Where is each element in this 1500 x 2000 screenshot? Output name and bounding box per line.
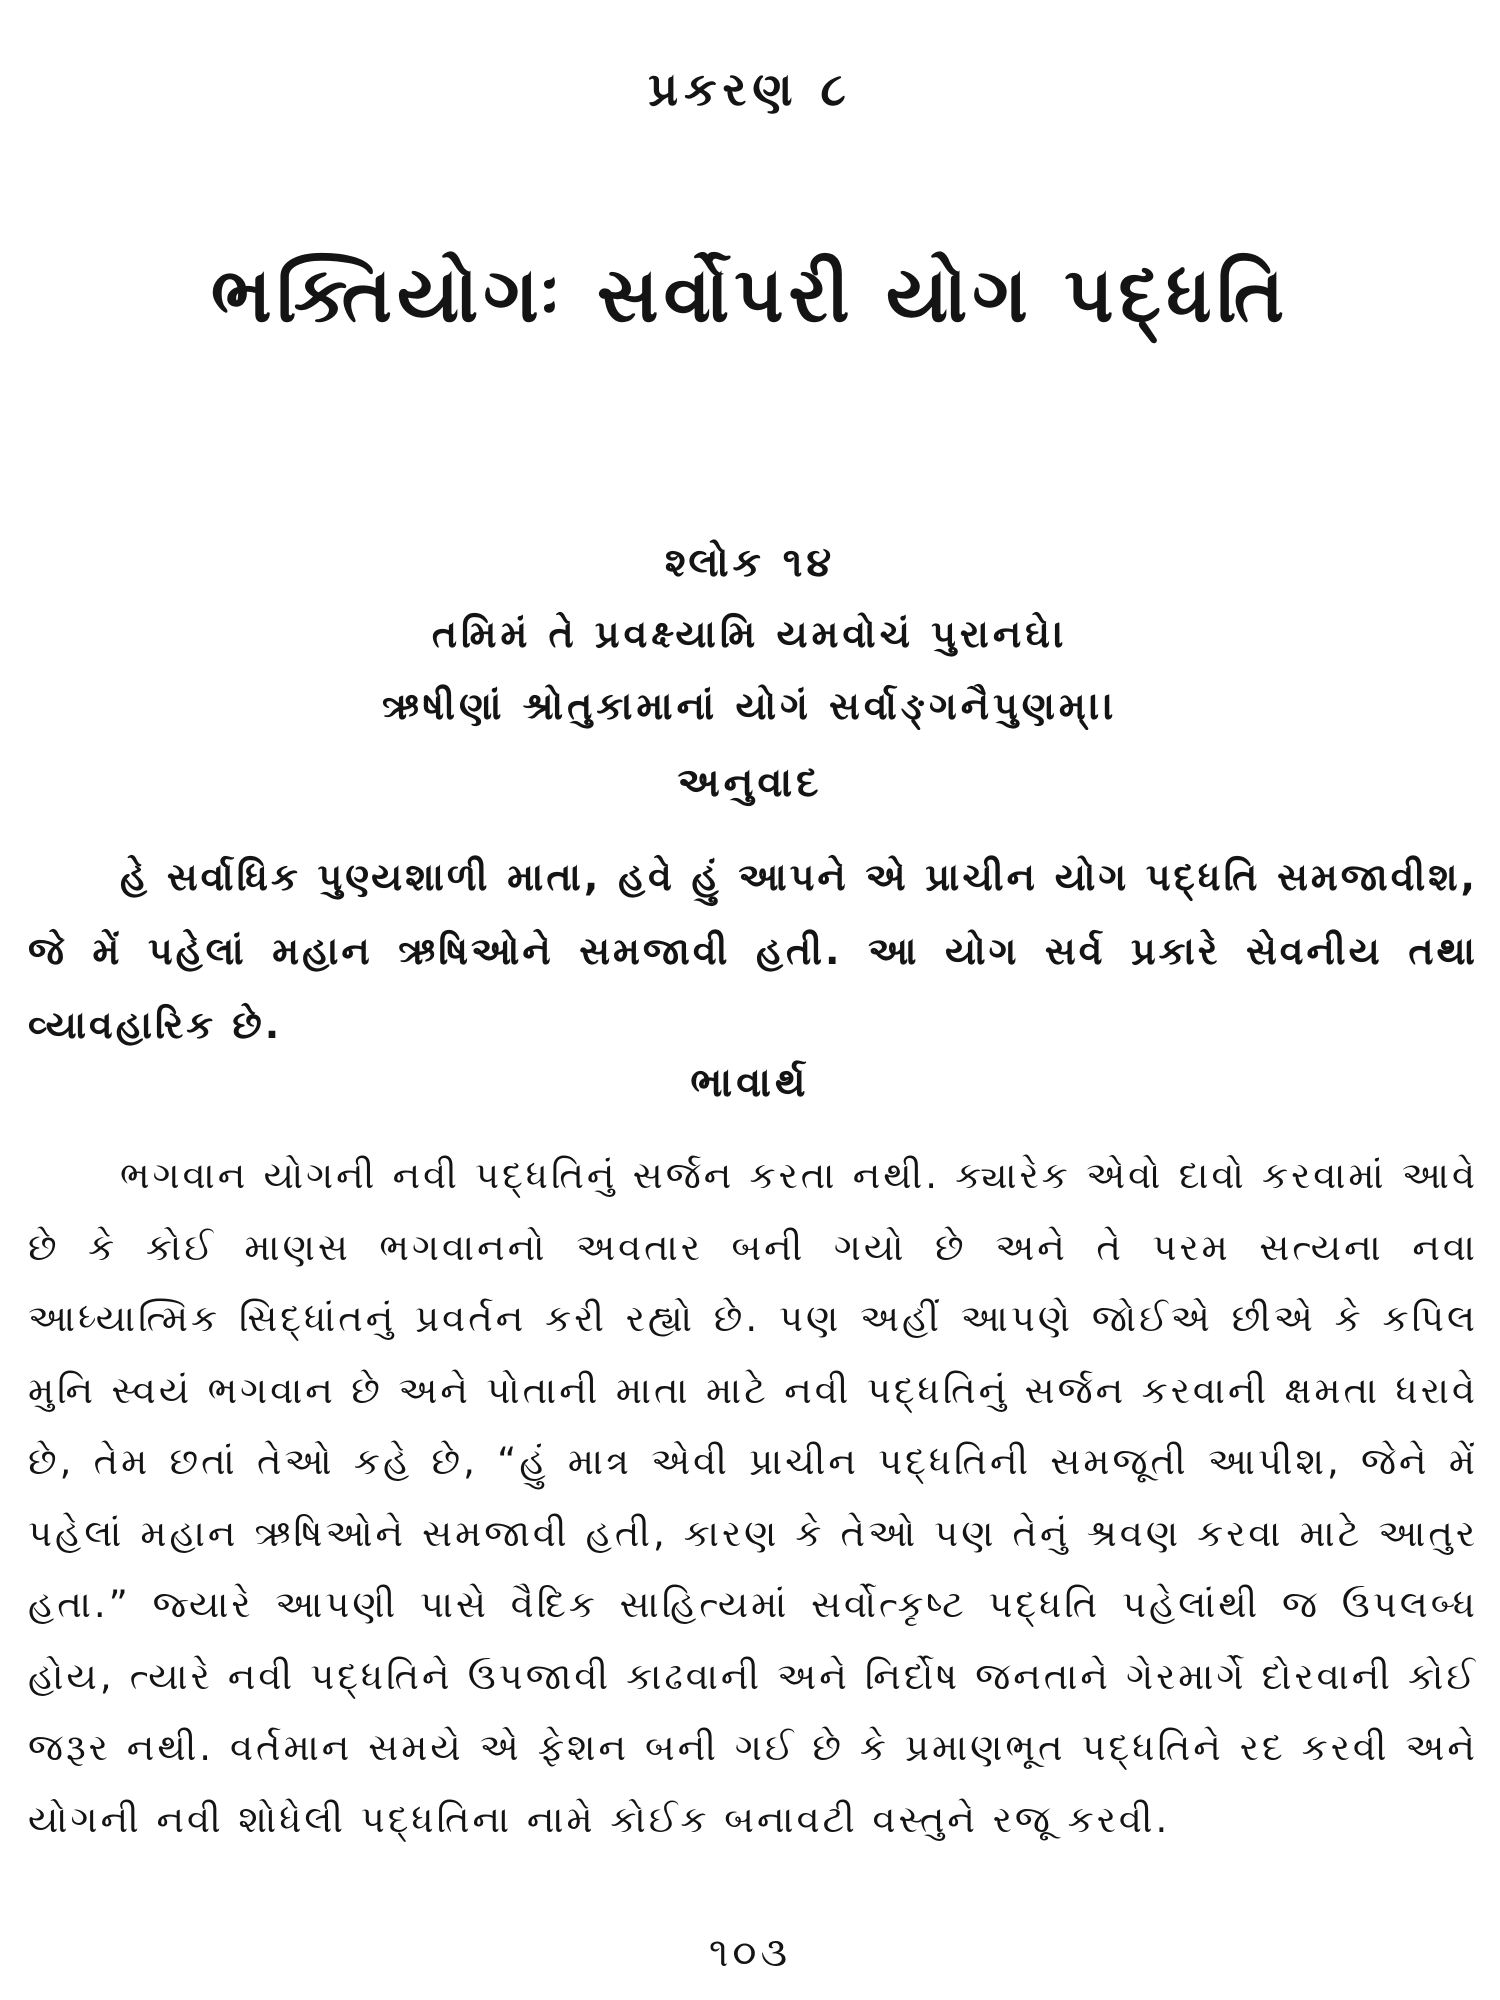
translation-heading: અનુવાદ — [677, 760, 823, 806]
translation-text: હે સર્વાધિક પુણ્યશાળી માતા, હવે હું આપને એ પ્રાચીન યોગ પદ્ધતિ સમજાવીશ, જે મેં પહેલાં મહાન ઋષિઓને સમજાવી હતી. આ યોગ સર્વ પ્રકારે સેવનીય તથા વ્યાવહારિક છે. — [28, 855, 1478, 1047]
page-number: ૧૦૩ — [708, 1930, 792, 1976]
verse-label: શ્લોક ૧૪ — [664, 540, 836, 586]
page-title: ભક્તિયોગઃ સર્વોપરી યોગ પદ્ધતિ — [210, 250, 1290, 339]
purport-text: ભગવાન યોગની નવી પદ્ધતિનું સર્જન કરતા નથી. ક્યારેક એવો દાવો કરવામાં આવે છે કે કોઈ માણસ ભગવાનનો અવતાર બની ગયો છે અને તે પરમ સત્યના નવા આધ્યાત્મિક સિદ્ધાંતનું પ્રવર્તન કરી રહ્યો છે. પણ અહીં આપણે જોઈએ છીએ કે કપિલ મુનિ સ્વયં ભગવાન છે અને પોતાની માતા માટે નવી પદ્ધતિનું સર્જન કરવાની ક્ષમતા ધરાવે છે, તેમ છતાં તેઓ કહે છે, “હું માત્ર એવી પ્રાચીન પદ્ધતિની સમજૂતી આપીશ, જેને મેં પહેલાં મહાન ઋષિઓને સમજાવી હતી, કારણ કે તેઓ પણ તેનું શ્રવણ કરવા માટે આતુર હતા.” જ્યારે આપણી પાસે વૈદિક સાહિત્યમાં સર્વોત્કૃષ્ટ પદ્ધતિ પહેલાંથી જ ઉપલબ્ધ હોય, ત્યારે નવી પદ્ધતિને ઉપજાવી કાઢવાની અને નિર્દોષ જનતાને ગેરમાર્ગે દોરવાની કોઈ જરૂર નથી. વર્તમાન સમયે એ ફેશન બની ગઈ છે કે પ્રમાણભૂત પદ્ધતિને રદ કરવી અને યોગની નવી શોધેલી પદ્ધતિના નામે કોઈક બનાવટી વસ્તુને રજૂ કરવી. — [28, 1154, 1478, 1841]
verse-line-2: ઋષીણાં શ્રોતુકામાનાં યોગં સર્વાઙ્ગનૈપુણમ્।। — [381, 684, 1119, 728]
purport-heading: ભાવાર્થ — [690, 1060, 810, 1106]
verse-line-1: તમિમં તે પ્રવક્ષ્યામિ યમવોચં પુરાનઘે। — [431, 612, 1069, 656]
chapter-heading: પ્રકરણ ૮ — [648, 62, 852, 116]
